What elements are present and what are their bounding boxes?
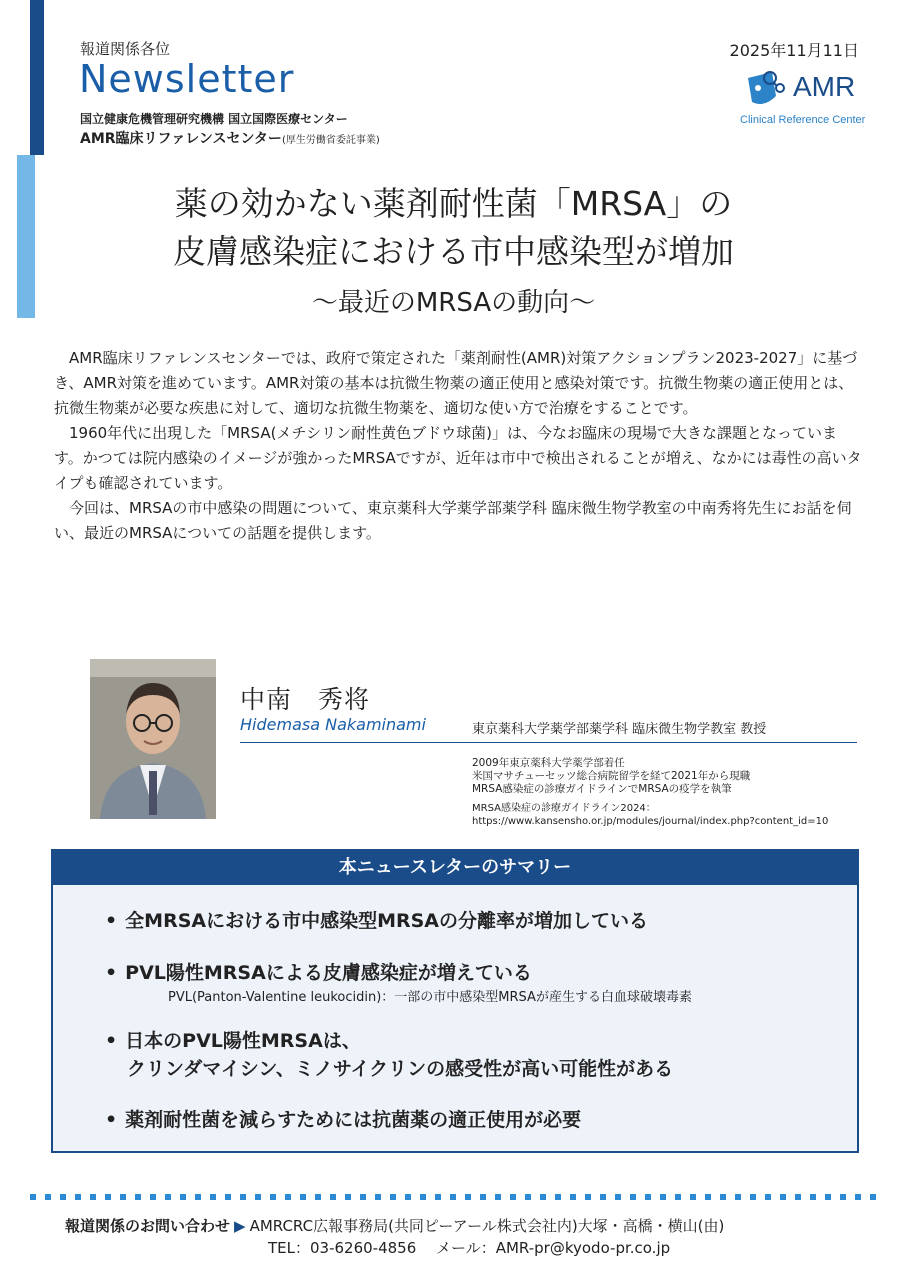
contact-office: AMRCRC広報事務局(共同ピーアール株式会社内)大塚・高橋・横山(由) [249, 1217, 725, 1235]
dotted-divider [30, 1194, 880, 1200]
career-line: 2009年東京薬科大学薬学部着任 [472, 757, 625, 769]
speaker-name: 中南 秀将 [240, 685, 371, 714]
title-line1: 薬の効かない薬剤耐性菌「MRSA」の [174, 184, 733, 223]
logo-subtext: Clinical Reference Center [740, 114, 866, 126]
portrait-illustration [90, 659, 216, 819]
summary-item-note: PVL(Panton-Valentine leukocidin)：一部の市中感染型MRSAが産生する白血球破壊毒素 [168, 990, 692, 1005]
guideline-title: MRSA感染症の診療ガイドライン2024： [472, 803, 656, 814]
profile-divider [240, 742, 857, 743]
paragraph: 1960年代に出現した「MRSA(メチシリン耐性黄色ブドウ球菌)」は、今なお臨床の現場で大きな課題となっています。かつては院内感染のイメージが強かったMRSAですが、近年は市中で検出されることが増え、なかには毒性の高いタイプも確認されています。 [54, 424, 862, 492]
intro-text [54, 346, 862, 546]
career-line: MRSA感染症の診療ガイドラインでMRSAの疫学を執筆 [472, 783, 732, 795]
summary-item-text: 日本のPVL陽性MRSAは、 [125, 1030, 361, 1052]
title-line2: 皮膚感染症における市中感染型が増加 [173, 232, 734, 271]
summary-item-text: 薬剤耐性菌を減らすためには抗菌薬の適正使用が必要 [125, 1109, 582, 1131]
portrait-photo [90, 659, 216, 819]
bullet-icon: • [105, 962, 118, 984]
accent-bar-dark [30, 0, 44, 155]
press-contact [65, 1215, 724, 1236]
career-line: 米国マサチューセッツ総合病院留学を経て2021年から現職 [472, 770, 751, 782]
summary-item-text-cont: クリンダマイシン、ミノサイクリンの感受性が高い可能性がある [127, 1058, 674, 1080]
arrow-right-icon: ▶ [234, 1217, 246, 1235]
summary-item-text: PVL陽性MRSAによる皮膚感染症が増えている [125, 962, 532, 984]
bullet-icon: • [105, 1030, 118, 1052]
bullet-icon: • [105, 910, 118, 932]
org-name: AMR臨床リファレンスセンター [80, 131, 282, 147]
guideline-url[interactable]: https://www.kansensho.or.jp/modules/journal/index.php?content_id=10 [472, 816, 829, 827]
paragraph: 今回は、MRSAの市中感染の問題について、東京薬科大学薬学部薬学科 臨床微生物学教室の中南秀将先生にお話を伺い、最近のMRSAについての話題を提供します。 [54, 499, 852, 542]
org-note: (厚生労働省委託事業) [281, 135, 380, 146]
contact-label: 報道関係のお問い合わせ [65, 1217, 231, 1235]
summary-item-text: 全MRSAにおける市中感染型MRSAの分離率が増加している [125, 910, 649, 932]
shield-molecule-icon [742, 68, 790, 112]
speaker-name-roman: Hidemasa Nakaminami [240, 715, 426, 734]
subtitle: 〜最近のMRSAの動向〜 [311, 288, 596, 318]
summary-item [105, 958, 532, 985]
issue-date: 2025年11月11日 [729, 41, 859, 60]
contact-phone-mail[interactable]: TEL：03-6260-4856 メール：AMR-pr@kyodo-pr.co.jp [268, 1239, 671, 1257]
newsletter-heading: Newsletter [79, 57, 295, 101]
org-line2 [80, 128, 380, 148]
logo-text: AMR [793, 71, 856, 102]
summary-item [105, 1105, 581, 1132]
recipient: 報道関係各位 [80, 40, 171, 58]
paragraph: AMR臨床リファレンスセンターでは、政府で策定された「薬剤耐性(AMR)対策アクションプラン2023-2027」に基づき、AMR対策を進めています。AMR対策の基本は抗微生物薬の適正使用と感染対策です。抗微生物薬の適正使用とは、抗微生物薬が必要な疾患に対して、適切な抗微生物薬を、適切な使い方で治療をすることです。 [54, 349, 858, 417]
bullet-icon: • [105, 1109, 118, 1131]
summary-box [51, 849, 859, 1153]
summary-item [105, 906, 648, 933]
guideline-ref [472, 802, 828, 828]
speaker-affiliation: 東京薬科大学薬学部薬学科 臨床微生物学教室 教授 [472, 722, 767, 737]
speaker-career [472, 757, 750, 796]
summary-item [105, 1026, 361, 1053]
amr-logo [740, 66, 870, 130]
summary-heading: 本ニュースレターのサマリー [53, 851, 857, 885]
org-line1: 国立健康危機管理研究機構 国立国際医療センター [80, 112, 348, 126]
